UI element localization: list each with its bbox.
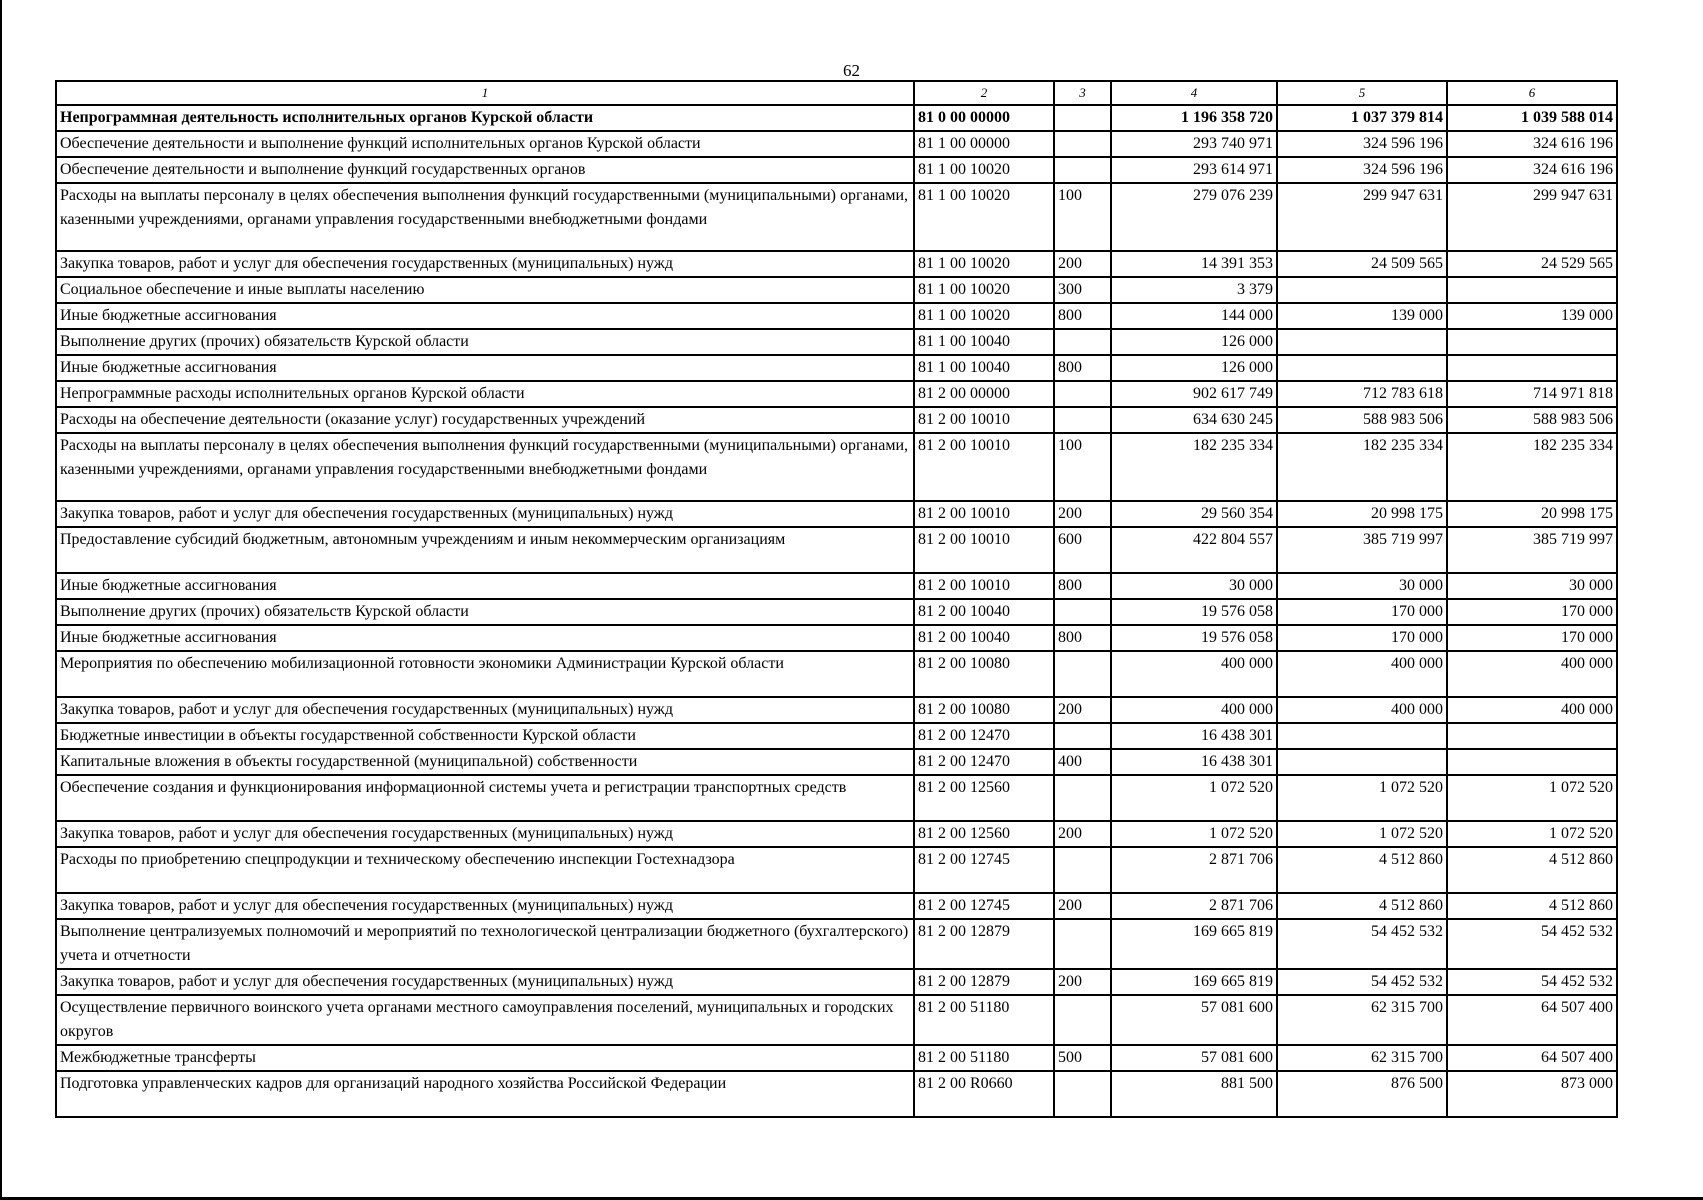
column-header-name: 1	[56, 81, 914, 105]
row-name-cell: Закупка товаров, работ и услуг для обеспечения государственных (муниципальных) нужд	[56, 501, 914, 527]
row-code-cell: 81 2 00 10010	[914, 527, 1054, 573]
row-amount-year2-cell: 712 783 618	[1277, 381, 1447, 407]
row-type-cell	[1054, 599, 1111, 625]
row-code-cell: 81 1 00 10020	[914, 157, 1054, 183]
row-code-cell: 81 2 00 00000	[914, 381, 1054, 407]
row-amount-year2-cell: 324 596 196	[1277, 157, 1447, 183]
row-name-cell: Межбюджетные трансферты	[56, 1045, 914, 1071]
row-amount-year2-cell: 4 512 860	[1277, 847, 1447, 893]
row-name-cell: Обеспечение создания и функционирования информационной системы учета и регистрации транспортных средств	[56, 775, 914, 821]
row-amount-year3-cell: 299 947 631	[1447, 183, 1617, 251]
table-row	[56, 599, 1617, 625]
table-row	[56, 277, 1617, 303]
row-code-cell: 81 2 00 10010	[914, 407, 1054, 433]
row-amount-year1-cell: 182 235 334	[1111, 433, 1277, 501]
table-row	[56, 651, 1617, 697]
row-name-cell: Бюджетные инвестиции в объекты государственной собственности Курской области	[56, 723, 914, 749]
row-code-cell: 81 2 00 51180	[914, 1045, 1054, 1071]
row-amount-year2-cell: 170 000	[1277, 625, 1447, 651]
row-code-cell: 81 1 00 00000	[914, 131, 1054, 157]
row-code-cell: 81 2 00 12560	[914, 775, 1054, 821]
row-amount-year1-cell: 1 072 520	[1111, 775, 1277, 821]
row-code-cell: 81 0 00 00000	[914, 105, 1054, 131]
table-row	[56, 847, 1617, 893]
row-code-cell: 81 1 00 10020	[914, 303, 1054, 329]
column-header-code: 2	[914, 81, 1054, 105]
table-row	[56, 251, 1617, 277]
row-type-cell: 800	[1054, 303, 1111, 329]
row-amount-year2-cell: 385 719 997	[1277, 527, 1447, 573]
row-code-cell: 81 2 00 12879	[914, 919, 1054, 969]
row-name-cell: Расходы на выплаты персоналу в целях обеспечения выполнения функций государственными (муниципальными) органами, казенными учреждениями, органами управления государственными внебюджетными фондами	[56, 183, 914, 251]
row-code-cell: 81 2 00 10040	[914, 599, 1054, 625]
row-amount-year3-cell: 588 983 506	[1447, 407, 1617, 433]
row-amount-year3-cell: 400 000	[1447, 697, 1617, 723]
row-type-cell	[1054, 407, 1111, 433]
row-amount-year3-cell: 20 998 175	[1447, 501, 1617, 527]
row-amount-year1-cell: 422 804 557	[1111, 527, 1277, 573]
row-amount-year2-cell: 4 512 860	[1277, 893, 1447, 919]
row-amount-year3-cell	[1447, 355, 1617, 381]
table-row	[56, 821, 1617, 847]
row-type-cell: 200	[1054, 697, 1111, 723]
table-row	[56, 131, 1617, 157]
table-row	[56, 697, 1617, 723]
row-code-cell: 81 2 00 12470	[914, 723, 1054, 749]
row-name-cell: Иные бюджетные ассигнования	[56, 573, 914, 599]
table-header	[56, 81, 1617, 105]
table-row	[56, 919, 1617, 969]
row-amount-year2-cell: 30 000	[1277, 573, 1447, 599]
row-amount-year1-cell: 279 076 239	[1111, 183, 1277, 251]
table-row	[56, 355, 1617, 381]
row-amount-year2-cell: 20 998 175	[1277, 501, 1447, 527]
row-amount-year1-cell: 881 500	[1111, 1071, 1277, 1117]
row-amount-year3-cell: 182 235 334	[1447, 433, 1617, 501]
table-row	[56, 105, 1617, 131]
row-code-cell: 81 1 00 10040	[914, 329, 1054, 355]
row-amount-year3-cell: 170 000	[1447, 599, 1617, 625]
row-name-cell: Иные бюджетные ассигнования	[56, 625, 914, 651]
row-code-cell: 81 1 00 10040	[914, 355, 1054, 381]
row-type-cell	[1054, 381, 1111, 407]
table-row	[56, 723, 1617, 749]
row-amount-year3-cell	[1447, 749, 1617, 775]
row-code-cell: 81 2 00 12470	[914, 749, 1054, 775]
table-row	[56, 303, 1617, 329]
row-amount-year3-cell: 64 507 400	[1447, 1045, 1617, 1071]
row-type-cell: 200	[1054, 893, 1111, 919]
column-number-row	[56, 81, 1617, 105]
row-amount-year1-cell: 29 560 354	[1111, 501, 1277, 527]
row-name-cell: Мероприятия по обеспечению мобилизационной готовности экономики Администрации Курской области	[56, 651, 914, 697]
row-amount-year2-cell: 182 235 334	[1277, 433, 1447, 501]
row-amount-year2-cell: 24 509 565	[1277, 251, 1447, 277]
row-name-cell: Осуществление первичного воинского учета органами местного самоуправления поселений, муниципальных и городских округов	[56, 995, 914, 1045]
row-amount-year2-cell: 62 315 700	[1277, 1045, 1447, 1071]
row-amount-year3-cell: 400 000	[1447, 651, 1617, 697]
row-amount-year2-cell: 170 000	[1277, 599, 1447, 625]
row-code-cell: 81 1 00 10020	[914, 251, 1054, 277]
row-type-cell: 500	[1054, 1045, 1111, 1071]
row-code-cell: 81 2 00 10080	[914, 651, 1054, 697]
row-amount-year2-cell: 62 315 700	[1277, 995, 1447, 1045]
row-amount-year3-cell: 139 000	[1447, 303, 1617, 329]
row-type-cell: 600	[1054, 527, 1111, 573]
row-amount-year3-cell	[1447, 277, 1617, 303]
row-amount-year1-cell: 2 871 706	[1111, 893, 1277, 919]
row-type-cell: 800	[1054, 625, 1111, 651]
row-amount-year2-cell: 400 000	[1277, 697, 1447, 723]
row-name-cell: Закупка товаров, работ и услуг для обеспечения государственных (муниципальных) нужд	[56, 893, 914, 919]
row-amount-year2-cell: 1 072 520	[1277, 775, 1447, 821]
table-row	[56, 433, 1617, 501]
row-name-cell: Выполнение централизуемых полномочий и мероприятий по технологической централизации бюджетного (бухгалтерского) учета и отчетности	[56, 919, 914, 969]
row-amount-year3-cell: 170 000	[1447, 625, 1617, 651]
column-header-year2: 5	[1277, 81, 1447, 105]
row-amount-year1-cell: 169 665 819	[1111, 969, 1277, 995]
budget-table	[55, 80, 1618, 1118]
row-amount-year2-cell: 54 452 532	[1277, 919, 1447, 969]
row-amount-year1-cell: 2 871 706	[1111, 847, 1277, 893]
row-name-cell: Выполнение других (прочих) обязательств Курской области	[56, 329, 914, 355]
row-amount-year3-cell	[1447, 723, 1617, 749]
row-code-cell: 81 2 00 12745	[914, 893, 1054, 919]
row-name-cell: Обеспечение деятельности и выполнение функций государственных органов	[56, 157, 914, 183]
row-code-cell: 81 2 00 10040	[914, 625, 1054, 651]
row-amount-year3-cell: 1 039 588 014	[1447, 105, 1617, 131]
row-type-cell: 100	[1054, 183, 1111, 251]
table-row	[56, 893, 1617, 919]
row-name-cell: Закупка товаров, работ и услуг для обеспечения государственных (муниципальных) нужд	[56, 251, 914, 277]
row-type-cell: 200	[1054, 501, 1111, 527]
row-name-cell: Закупка товаров, работ и услуг для обеспечения государственных (муниципальных) нужд	[56, 969, 914, 995]
row-code-cell: 81 2 00 R0660	[914, 1071, 1054, 1117]
row-amount-year1-cell: 1 072 520	[1111, 821, 1277, 847]
table-row	[56, 1071, 1617, 1117]
row-name-cell: Иные бюджетные ассигнования	[56, 355, 914, 381]
row-type-cell: 100	[1054, 433, 1111, 501]
row-type-cell: 400	[1054, 749, 1111, 775]
row-amount-year2-cell: 324 596 196	[1277, 131, 1447, 157]
row-amount-year3-cell: 324 616 196	[1447, 131, 1617, 157]
row-type-cell	[1054, 329, 1111, 355]
row-amount-year1-cell: 126 000	[1111, 329, 1277, 355]
row-amount-year1-cell: 902 617 749	[1111, 381, 1277, 407]
row-type-cell: 300	[1054, 277, 1111, 303]
row-amount-year1-cell: 293 614 971	[1111, 157, 1277, 183]
row-name-cell: Непрограммные расходы исполнительных органов Курской области	[56, 381, 914, 407]
table-row	[56, 995, 1617, 1045]
row-amount-year1-cell: 634 630 245	[1111, 407, 1277, 433]
row-type-cell	[1054, 651, 1111, 697]
row-amount-year1-cell: 144 000	[1111, 303, 1277, 329]
row-name-cell: Непрограммная деятельность исполнительных органов Курской области	[56, 105, 914, 131]
row-code-cell: 81 2 00 51180	[914, 995, 1054, 1045]
row-code-cell: 81 1 00 10020	[914, 183, 1054, 251]
row-amount-year3-cell: 30 000	[1447, 573, 1617, 599]
row-amount-year2-cell: 588 983 506	[1277, 407, 1447, 433]
table-row	[56, 183, 1617, 251]
row-amount-year1-cell: 1 196 358 720	[1111, 105, 1277, 131]
row-amount-year2-cell: 54 452 532	[1277, 969, 1447, 995]
row-amount-year1-cell: 400 000	[1111, 651, 1277, 697]
row-amount-year2-cell: 876 500	[1277, 1071, 1447, 1117]
row-name-cell: Расходы на обеспечение деятельности (оказание услуг) государственных учреждений	[56, 407, 914, 433]
table-row	[56, 527, 1617, 573]
row-type-cell	[1054, 131, 1111, 157]
row-code-cell: 81 2 00 12745	[914, 847, 1054, 893]
row-name-cell: Расходы по приобретению спецпродукции и техническому обеспечению инспекции Гостехнадзора	[56, 847, 914, 893]
row-type-cell	[1054, 995, 1111, 1045]
column-header-year3: 6	[1447, 81, 1617, 105]
row-amount-year3-cell: 1 072 520	[1447, 821, 1617, 847]
row-amount-year2-cell	[1277, 277, 1447, 303]
row-amount-year3-cell: 714 971 818	[1447, 381, 1617, 407]
row-name-cell: Социальное обеспечение и иные выплаты населению	[56, 277, 914, 303]
row-type-cell: 800	[1054, 573, 1111, 599]
table-row	[56, 381, 1617, 407]
row-type-cell: 200	[1054, 821, 1111, 847]
row-amount-year2-cell	[1277, 329, 1447, 355]
row-name-cell: Закупка товаров, работ и услуг для обеспечения государственных (муниципальных) нужд	[56, 821, 914, 847]
row-code-cell: 81 1 00 10020	[914, 277, 1054, 303]
row-type-cell	[1054, 723, 1111, 749]
row-amount-year1-cell: 3 379	[1111, 277, 1277, 303]
row-amount-year3-cell: 385 719 997	[1447, 527, 1617, 573]
row-amount-year2-cell: 1 072 520	[1277, 821, 1447, 847]
row-amount-year1-cell: 169 665 819	[1111, 919, 1277, 969]
column-header-year1: 4	[1111, 81, 1277, 105]
row-amount-year2-cell: 299 947 631	[1277, 183, 1447, 251]
row-amount-year1-cell: 293 740 971	[1111, 131, 1277, 157]
row-type-cell	[1054, 105, 1111, 131]
row-code-cell: 81 2 00 10010	[914, 433, 1054, 501]
row-name-cell: Закупка товаров, работ и услуг для обеспечения государственных (муниципальных) нужд	[56, 697, 914, 723]
row-code-cell: 81 2 00 12560	[914, 821, 1054, 847]
table-body	[56, 105, 1617, 1117]
table-row	[56, 969, 1617, 995]
row-name-cell: Расходы на выплаты персоналу в целях обеспечения выполнения функций государственными (муниципальными) органами, казенными учреждениями, органами управления государственными внебюджетными фондами	[56, 433, 914, 501]
page-number: 62	[843, 61, 860, 80]
column-header-type: 3	[1054, 81, 1111, 105]
table-row	[56, 157, 1617, 183]
row-amount-year3-cell: 4 512 860	[1447, 893, 1617, 919]
row-amount-year2-cell: 1 037 379 814	[1277, 105, 1447, 131]
row-name-cell: Предоставление субсидий бюджетным, автономным учреждениям и иным некоммерческим организациям	[56, 527, 914, 573]
row-amount-year3-cell: 324 616 196	[1447, 157, 1617, 183]
row-amount-year3-cell: 54 452 532	[1447, 919, 1617, 969]
row-amount-year1-cell: 126 000	[1111, 355, 1277, 381]
table-row	[56, 749, 1617, 775]
row-amount-year1-cell: 57 081 600	[1111, 1045, 1277, 1071]
row-name-cell: Выполнение других (прочих) обязательств Курской области	[56, 599, 914, 625]
table-row	[56, 407, 1617, 433]
row-type-cell	[1054, 775, 1111, 821]
row-amount-year1-cell: 400 000	[1111, 697, 1277, 723]
row-type-cell	[1054, 1071, 1111, 1117]
table-row	[56, 573, 1617, 599]
row-code-cell: 81 2 00 10010	[914, 501, 1054, 527]
row-type-cell: 200	[1054, 969, 1111, 995]
row-amount-year3-cell: 64 507 400	[1447, 995, 1617, 1045]
row-amount-year3-cell: 1 072 520	[1447, 775, 1617, 821]
row-amount-year1-cell: 30 000	[1111, 573, 1277, 599]
row-code-cell: 81 2 00 10080	[914, 697, 1054, 723]
row-amount-year2-cell: 400 000	[1277, 651, 1447, 697]
row-type-cell	[1054, 847, 1111, 893]
row-name-cell: Подготовка управленческих кадров для организаций народного хозяйства Российской Федерации	[56, 1071, 914, 1117]
row-amount-year3-cell: 54 452 532	[1447, 969, 1617, 995]
row-amount-year3-cell: 4 512 860	[1447, 847, 1617, 893]
table-row	[56, 329, 1617, 355]
row-amount-year3-cell	[1447, 329, 1617, 355]
row-amount-year1-cell: 14 391 353	[1111, 251, 1277, 277]
row-amount-year1-cell: 16 438 301	[1111, 749, 1277, 775]
row-name-cell: Капитальные вложения в объекты государственной (муниципальной) собственности	[56, 749, 914, 775]
page-border-left	[0, 0, 2, 1200]
row-name-cell: Обеспечение деятельности и выполнение функций исполнительных органов Курской области	[56, 131, 914, 157]
row-amount-year2-cell	[1277, 749, 1447, 775]
row-amount-year2-cell: 139 000	[1277, 303, 1447, 329]
table-row	[56, 625, 1617, 651]
row-type-cell: 800	[1054, 355, 1111, 381]
row-name-cell: Иные бюджетные ассигнования	[56, 303, 914, 329]
table-row	[56, 1045, 1617, 1071]
table-row	[56, 501, 1617, 527]
row-type-cell	[1054, 919, 1111, 969]
row-amount-year3-cell: 24 529 565	[1447, 251, 1617, 277]
row-amount-year3-cell: 873 000	[1447, 1071, 1617, 1117]
table-row	[56, 775, 1617, 821]
row-type-cell: 200	[1054, 251, 1111, 277]
row-code-cell: 81 2 00 10010	[914, 573, 1054, 599]
row-code-cell: 81 2 00 12879	[914, 969, 1054, 995]
row-amount-year2-cell	[1277, 355, 1447, 381]
row-amount-year2-cell	[1277, 723, 1447, 749]
row-amount-year1-cell: 19 576 058	[1111, 599, 1277, 625]
row-amount-year1-cell: 16 438 301	[1111, 723, 1277, 749]
row-type-cell	[1054, 157, 1111, 183]
row-amount-year1-cell: 19 576 058	[1111, 625, 1277, 651]
row-amount-year1-cell: 57 081 600	[1111, 995, 1277, 1045]
